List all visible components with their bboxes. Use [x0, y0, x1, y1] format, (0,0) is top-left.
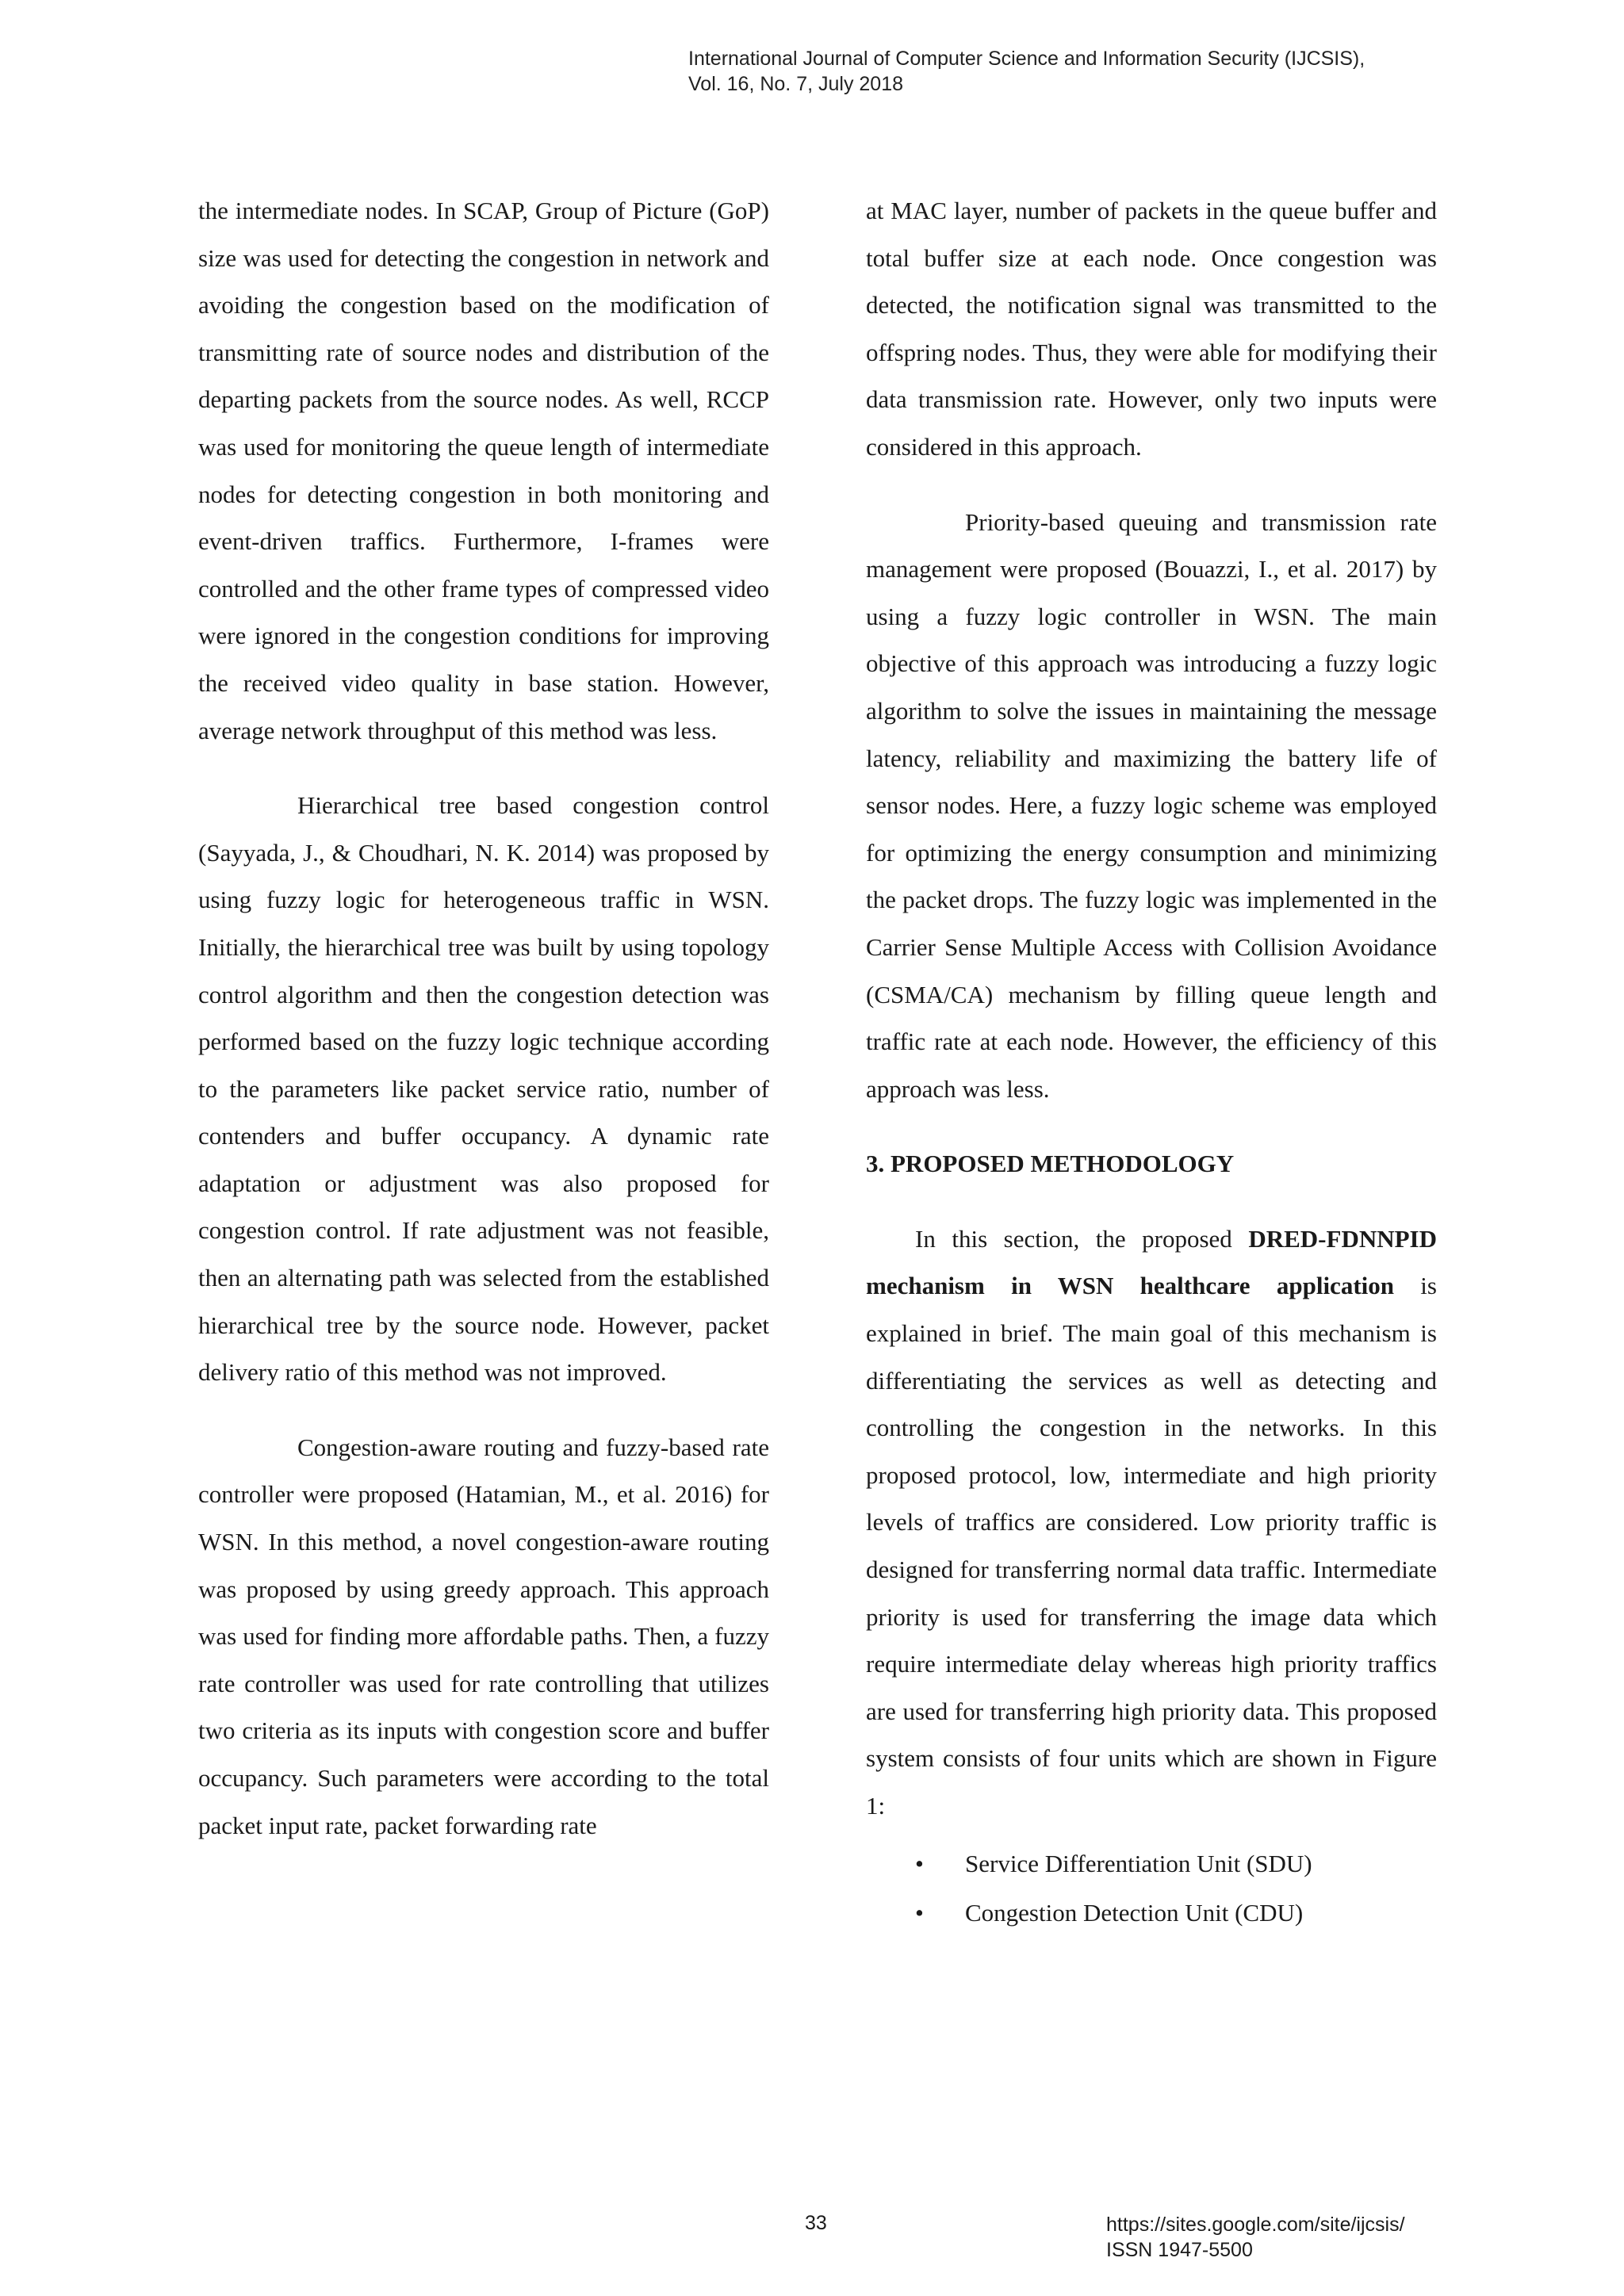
right-column — [866, 187, 1437, 1938]
page-number: 33 — [805, 2212, 827, 2234]
paragraph-scap: the intermediate nodes. In SCAP, Group of Picture (GoP) size was used for detecting the congestion in network and avoiding the congestion based on the modification of transmitting rate of source nodes and distribution of the departing packets from the source nodes. As well, RCCP was used for monitoring the queue length of intermediate nodes for detecting congestion in both monitoring and event-driven traffics. Furthermore, I-frames were controlled and the other frame types of compressed video were ignored in the congestion conditions for improving the received video quality in base station. However, average network throughput of this method was less. — [198, 197, 769, 744]
section-heading: 3. PROPOSED METHODOLOGY — [866, 1150, 1235, 1178]
journal-url: https://sites.google.com/site/ijcsis/ — [1106, 2214, 1405, 2236]
journal-title: International Journal of Computer Science and Information Security (IJCSIS), — [688, 48, 1365, 70]
mechanism-name: DRED-FDNNPID mechanism in WSN healthcare application — [866, 1224, 1437, 1300]
journal-header — [688, 46, 1365, 97]
unit-list — [866, 1839, 1437, 1938]
journal-volume: Vol. 16, No. 7, July 2018 — [688, 73, 904, 95]
footer-info — [1106, 2212, 1405, 2263]
paragraph-mac-layer: at MAC layer, number of packets in the queue buffer and total buffer size at each node. Once congestion was detected, the notification signal was transmitted to the offspring nodes. Thus, they were able for modifying their data transmission rate. However, only two inputs were considered in this approach. — [866, 197, 1437, 461]
bullet-icon: • — [915, 1898, 924, 1927]
methodology-intro-text: In this section, the proposed — [915, 1224, 1249, 1253]
list-item-label: Service Differentiation Unit (SDU) — [965, 1849, 1312, 1877]
issn-number: ISSN 1947-5500 — [1106, 2239, 1253, 2261]
list-item — [866, 1839, 1437, 1888]
paragraph-priority-queuing: Priority-based queuing and transmission rate management were proposed (Bouazzi, I., et al. 2017) by using a fuzzy logic controller in WSN. The main objective of this approach was introducing a fuzzy logic algorithm to solve the issues in maintaining the message latency, reliability and maximizing the battery life of sensor nodes. Here, a fuzzy logic scheme was employed for optimizing the energy consumption and minimizing the packet drops. The fuzzy logic was implemented in the Carrier Sense Multiple Access with Collision Avoidance (CSMA/CA) mechanism by filling queue length and traffic rate at each node. However, the efficiency of this approach was less. — [866, 507, 1437, 1103]
bullet-icon: • — [915, 1849, 924, 1877]
paragraph-proposed-methodology — [866, 1215, 1437, 1830]
paragraph-hierarchical-tree: Hierarchical tree based congestion control (Sayyada, J., & Choudhari, N. K. 2014) was proposed by using fuzzy logic for heterogeneous traffic in WSN. Initially, the hierarchical tree was built by using topology control algorithm and then the congestion detection was performed based on the fuzzy logic technique according to the parameters like packet service ratio, number of contenders and buffer occupancy. A dynamic rate adaptation or adjustment was also proposed for congestion control. If rate adjustment was not feasible, then an alternating path was selected from the established hierarchical tree by the source node. However, packet delivery ratio of this method was not improved. — [198, 791, 769, 1387]
paragraph-congestion-aware-routing: Congestion-aware routing and fuzzy-based rate controller were proposed (Hatamian, M., et al. 2016) for WSN. In this method, a novel congestion-aware routing was proposed by using greedy approach. This approach was used for finding more affordable paths. Then, a fuzzy rate controller was used for rate controlling that utilizes two criteria as its inputs with congestion score and buffer occupancy. Such parameters were according to the total packet input rate, packet forwarding rate — [198, 1433, 769, 1839]
list-item — [866, 1888, 1437, 1938]
list-item-label: Congestion Detection Unit (CDU) — [965, 1898, 1304, 1927]
left-column — [198, 187, 769, 1849]
methodology-body-text: is explained in brief. The main goal of this mechanism is differentiating the services as well as detecting and controlling the congestion in the networks. In this proposed protocol, low, intermediate and high priority levels of traffics are considered. Low priority traffic is designed for transferring normal data traffic. Intermediate priority is used for transferring the image data which require intermediate delay whereas high priority traffics are used for transferring high priority data. This proposed system consists of four units which are shown in Figure 1: — [866, 1272, 1437, 1820]
